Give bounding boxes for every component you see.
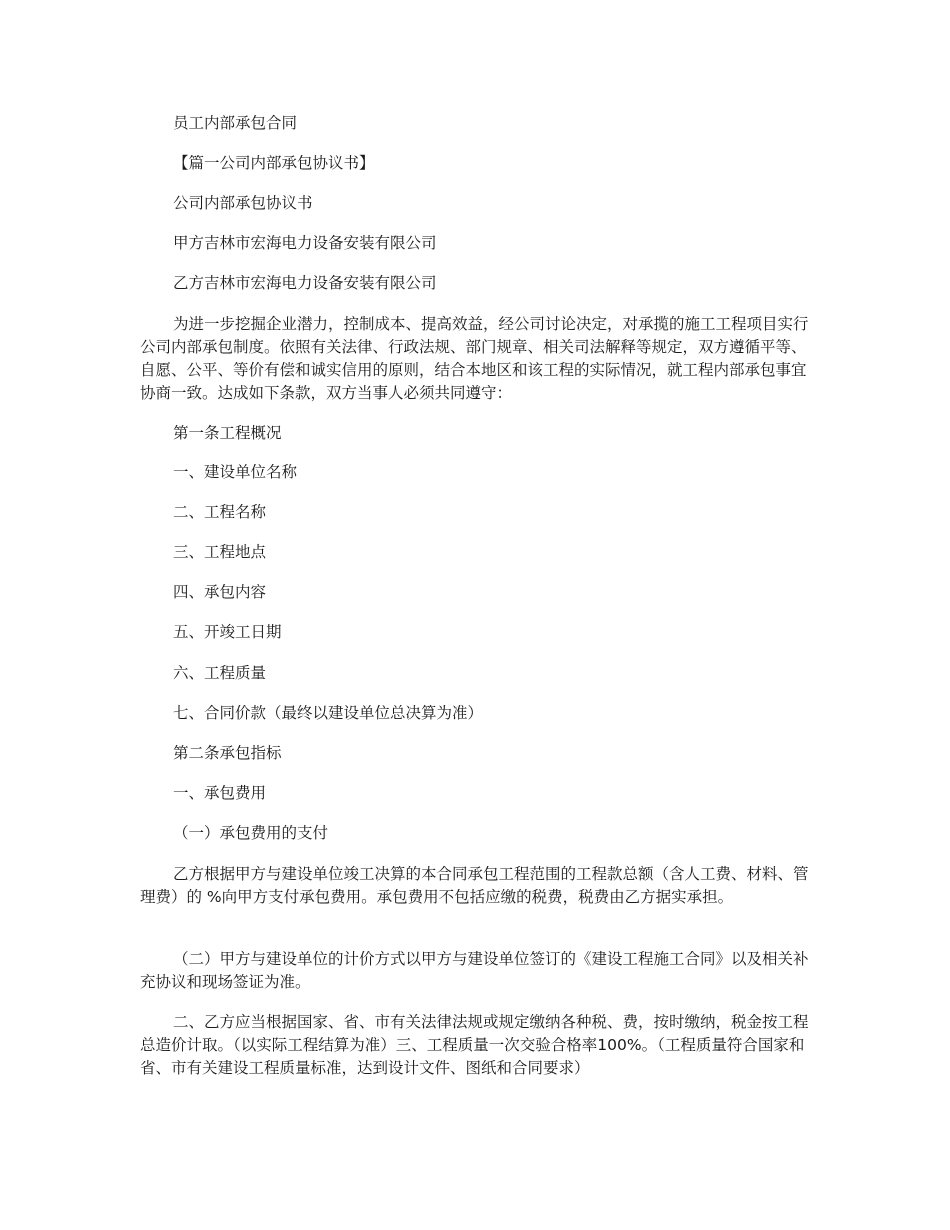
body-paragraph: （二）甲方与建设单位的计价方式以甲方与建设单位签订的《建设工程施工合同》以及相关补充协议和现场签证为准。 (140, 950, 809, 991)
agreement-title: 公司内部承包协议书 (173, 194, 313, 212)
sub-heading: （一）承包费用的支付 (173, 824, 329, 842)
article-two-heading: 第二条承包指标 (173, 744, 282, 762)
body-paragraph: 乙方根据甲方与建设单位竣工决算的本合同承包工程范围的工程款总额（含人工费、材料、管理费）的 %向甲方支付承包费用。承包费用不包括应缴的税费，税费由乙方据实承担。 (140, 865, 809, 906)
list-item: 三、工程地点 (173, 543, 267, 561)
party-a-line: 甲方吉林市宏海电力设备安装有限公司 (173, 234, 437, 252)
list-item: 二、工程名称 (173, 503, 267, 521)
body-paragraph: 二、乙方应当根据国家、省、市有关法律法规或规定缴纳各种税、费，按时缴纳，税金按工程总造价计取。（以实际工程结算为准）三、工程质量一次交验合格率100%。（工程质量符合国家和省、市有关建设工程质量标准，达到设计文件、图纸和合同要求） (140, 1013, 809, 1077)
document-title: 员工内部承包合同 (173, 114, 298, 132)
party-b-line: 乙方吉林市宏海电力设备安装有限公司 (173, 274, 437, 292)
list-item: 五、开竣工日期 (173, 623, 282, 641)
list-item: 六、工程质量 (173, 664, 267, 682)
list-item: 七、合同价款（最终以建设单位总决算为准） (173, 704, 484, 722)
list-item: 一、建设单位名称 (173, 463, 298, 481)
article-one-heading: 第一条工程概况 (173, 424, 282, 442)
section-heading: 【篇一公司内部承包协议书】 (173, 154, 375, 172)
list-item: 四、承包内容 (173, 583, 267, 601)
list-item: 一、承包费用 (173, 784, 267, 802)
preamble-paragraph: 为进一步挖掘企业潜力，控制成本、提高效益，经公司讨论决定，对承揽的施工工程项目实行公司内部承包制度。依照有关法律、行政法规、部门规章、相关司法解释等规定，双方遵循平等、自愿、公平、等价有偿和诚实信用的原则，结合本地区和该工程的实际情况，就工程内部承包事宜协商一致。达成如下条款，双方当事人必须共同遵守： (140, 315, 809, 402)
